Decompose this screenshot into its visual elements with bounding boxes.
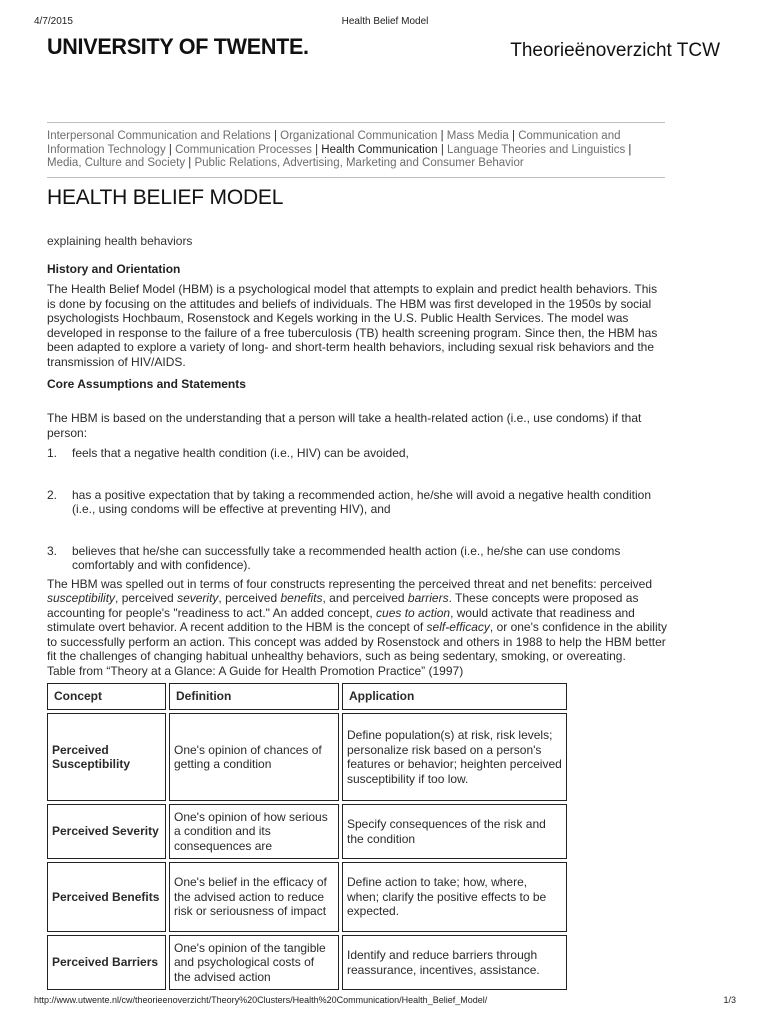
nav-separator: |	[188, 157, 192, 169]
constructs-text: The HBM was spelled out in terms of four constructs representing the perceived threat and net benefits: perceived	[47, 576, 652, 591]
definition-cell: One's belief in the efficacy of the advised action to reduce risk or seriousness of impact	[169, 862, 339, 932]
term-severity: severity	[177, 591, 219, 605]
page-number: 1/3	[723, 995, 736, 1005]
concept-cell: Perceived Barriers	[47, 935, 166, 990]
application-cell: Specify consequences of the risk and the condition	[342, 804, 567, 859]
term-barriers: barriers	[407, 591, 449, 605]
table-row	[47, 862, 567, 932]
article	[47, 186, 667, 993]
history-heading: History and Orientation	[47, 262, 181, 276]
nav-link-health-communication[interactable]: Health Communication	[321, 143, 438, 156]
history-paragraph: The Health Belief Model (HBM) is a psychological model that attempts to explain and predict health behaviors. This is done by focusing on the attitudes and beliefs of individuals. The HBM was first developed in the 1950s by social psychologists Hochbaum, Rosenstock and Kegels working in the U.S. Public Health Services. The model was developed in response to the failure of a free tuberculosis (TB) health screening program. Since then, the HBM has been adapted to explore a variety of long- and short-term health behaviors, including sexual risk behaviors and the transmission of HIV/AIDS.	[47, 282, 658, 369]
list-number: 3.	[47, 543, 58, 558]
page-title: HEALTH BELIEF MODEL	[47, 186, 284, 209]
column-header-concept: Concept	[47, 683, 166, 710]
university-logo[interactable]: UNIVERSITY OF TWENTE.	[47, 34, 309, 59]
table-row	[47, 713, 567, 801]
table-header-row	[47, 683, 567, 710]
column-header-application: Application	[342, 683, 567, 710]
nav-link-mass-media[interactable]: Mass Media	[446, 130, 509, 142]
list-item-text: feels that a negative health condition (i.e., HIV) can be avoided,	[72, 446, 409, 460]
nav-link-media-culture[interactable]: Media, Culture and Society	[47, 157, 186, 169]
term-self-efficacy: self-efficacy	[426, 620, 490, 634]
nav-separator: |	[512, 130, 515, 142]
constructs-text: . These concepts were proposed as accounting for people's "readiness to act." An added concept,	[47, 591, 639, 620]
list-number: 1.	[47, 446, 58, 460]
concept-cell: Perceived Severity	[47, 804, 166, 859]
nav-separator: |	[273, 130, 277, 142]
application-cell: Identify and reduce barriers through reassurance, incentives, assistance.	[342, 935, 567, 990]
term-susceptibility: susceptibility	[47, 591, 116, 605]
list-item	[47, 544, 667, 573]
conditions-list	[47, 446, 667, 573]
nav-separator: |	[440, 143, 444, 156]
nav-link-organizational[interactable]: Organizational Communication	[280, 130, 438, 142]
nav-link-communication-it[interactable]: Communication and Information Technology	[47, 130, 621, 156]
list-item	[47, 446, 667, 461]
table-row	[47, 804, 567, 859]
constructs-text: , perceived	[115, 591, 178, 605]
core-intro-paragraph: The HBM is based on the understanding that a person will take a health-related action (i.e., use condoms) if that person:	[47, 411, 642, 440]
constructs-text: , and perceived	[322, 591, 408, 605]
constructs-paragraph	[47, 577, 667, 664]
nav-link-language-theories[interactable]: Language Theories and Linguistics	[447, 143, 626, 156]
constructs-text: , would activate that readiness and stimulate overt behavior. A recent addition to the HBM is the concept of	[47, 605, 635, 634]
table-row	[47, 935, 567, 990]
constructs-text: , or one's confidence in the ability to successfully perform an action. This concept was added by Rosenstock and others in 1988 to help the HBM better fit the challenges of changing habitual unhealthy behaviors, such as being sedentary, smoking, or overeating.	[47, 620, 667, 663]
nav-link-public-relations[interactable]: Public Relations, Advertising, Marketing and Consumer Behavior	[194, 157, 524, 169]
definition-cell: One's opinion of the tangible and psychological costs of the advised action	[169, 935, 339, 990]
list-number: 2.	[47, 487, 58, 502]
list-item-text: believes that he/she can successfully take a recommended health action (i.e., he/she can use condoms comfortably and with confidence).	[72, 543, 621, 572]
term-benefits: benefits	[280, 591, 323, 605]
page-url[interactable]: http://www.utwente.nl/cw/theorieenoverzicht/Theory%20Clusters/Health%20Communication/Health_Belief_Model/	[34, 995, 488, 1005]
list-item	[47, 488, 667, 517]
nav-separator: |	[440, 130, 444, 142]
nav-separator: |	[315, 143, 319, 156]
definition-cell: One's opinion of chances of getting a condition	[169, 713, 339, 801]
category-nav	[47, 122, 665, 178]
application-cell: Define action to take; how, where, when; clarify the positive effects to be expected.	[342, 862, 567, 932]
page-subtitle: explaining health behaviors	[47, 234, 193, 248]
site-title[interactable]: Theorieënoverzicht TCW	[510, 40, 720, 61]
print-date: 4/7/2015	[34, 16, 73, 27]
nav-link-interpersonal[interactable]: Interpersonal Communication and Relations	[47, 130, 271, 142]
core-heading: Core Assumptions and Statements	[47, 377, 246, 391]
list-item-text: has a positive expectation that by taking a recommended action, he/she will avoid a negative health condition (i.e., using condoms will be effective at preventing HIV), and	[72, 487, 652, 516]
definition-cell: One's opinion of how serious a condition and its consequences are	[169, 804, 339, 859]
column-header-definition: Definition	[169, 683, 339, 710]
constructs-text: , perceived	[218, 591, 281, 605]
term-cues-to-action: cues to action	[376, 605, 451, 620]
nav-separator: |	[168, 143, 172, 156]
concept-cell: Perceived Susceptibility	[47, 713, 166, 801]
application-cell: Define population(s) at risk, risk levels; personalize risk based on a person's features or behavior; heighten perceived susceptibility if too low.	[342, 713, 567, 801]
concepts-table	[44, 680, 570, 993]
table-caption: Table from “Theory at a Glance: A Guide for Health Promotion Practice” (1997)	[47, 663, 464, 678]
nav-link-communication-processes[interactable]: Communication Processes	[175, 143, 312, 156]
concept-cell: Perceived Benefits	[47, 862, 166, 932]
nav-separator: |	[628, 143, 632, 156]
print-title: Health Belief Model	[341, 16, 429, 27]
